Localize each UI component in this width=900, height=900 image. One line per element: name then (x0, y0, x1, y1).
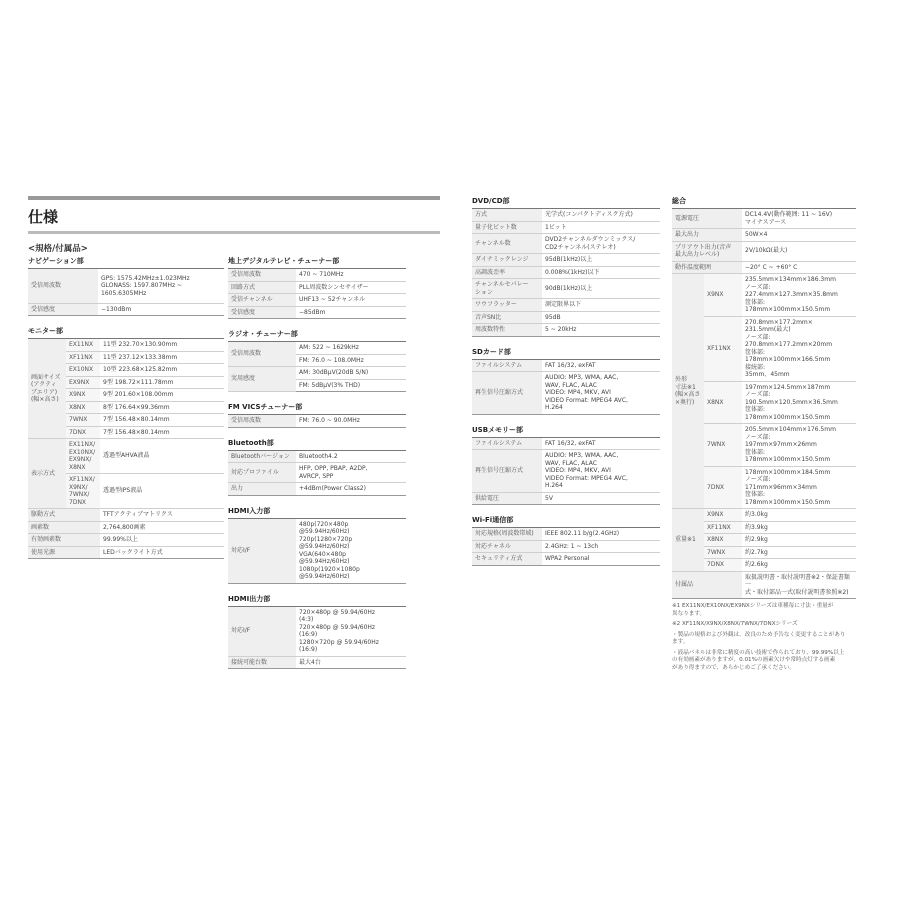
table-row (28, 303, 224, 316)
model-name: 7DNX (704, 559, 742, 572)
row-value: 約3.0kg (742, 509, 856, 522)
section-title: USBメモリー部 (472, 425, 660, 438)
row-value: GPS: 1575.42MHz±1.023MHz GLONASS: 1597.807MHz ~ 1605.6305MHz (98, 269, 224, 303)
row-key: 供給電圧 (472, 492, 542, 505)
row-value: 95dB(1kHz)以上 (542, 254, 660, 267)
table-row (672, 229, 856, 242)
row-value: 720×480p @ 59.94/60Hz (4:3) 720×480p @ 59.94/60Hz (16:9) 1280×720p @ 59.94/60Hz (16:9) (296, 607, 406, 657)
table-row (472, 492, 660, 505)
model-name: X9NX (704, 509, 742, 522)
row-value: +4dBm(Power Class2) (296, 483, 406, 496)
row-key: ファイルシステム (472, 438, 542, 450)
footnote: ・液晶パネルは非常に精度の高い技術で作られており、99.99%以上 の有効画素がありますが、0.01%の画素欠けや常時点灯する画素 があり得ますので、あらかじめご了承ください。 (672, 649, 845, 671)
row-value: FM: 5dBμV(3% THD) (296, 379, 406, 392)
table-row (28, 339, 224, 351)
wifi-table (472, 528, 660, 566)
row-key: 高調波歪率 (472, 266, 542, 279)
table-row (472, 299, 660, 312)
bluetooth-table (228, 451, 406, 496)
table-row (228, 463, 406, 483)
row-value: AUDIO: MP3, WMA, AAC, WAV, FLAC, ALAC VIDEO: MP4, MKV, AVI VIDEO Format: MPEG4 AVC, H.264 (542, 450, 660, 493)
column-3 (472, 196, 660, 576)
section-hdmi-output (228, 594, 406, 670)
row-key: 受信周波数 (228, 415, 296, 427)
section-title: Bluetooth部 (228, 438, 406, 451)
row-value: 178mm×100mm×184.5mm ノーズ部: 171mm×96mm×34mm 筐体部: 178mm×100mm×150.5mm (742, 466, 856, 509)
section-title: 地上デジタルテレビ・チューナー部 (228, 256, 406, 269)
row-key: 受信周波数 (28, 269, 98, 303)
row-key: 音声SN比 (472, 311, 542, 324)
row-value: 205.5mm×104mm×176.5mm ノーズ部: 197mm×97mm×26mm 筐体部: 178mm×100mm×150.5mm (742, 424, 856, 467)
column-4 (672, 196, 856, 675)
table-row (472, 221, 660, 234)
title-rule-top (28, 196, 440, 200)
row-key: 実用感度 (228, 367, 296, 392)
footnote: ・製品の規格および外観は、改良のため予告なく変更することがあり ます。 (672, 631, 846, 646)
model-name: XF11NX/ X9NX/ 7WNX/ 7DNX (66, 474, 100, 509)
row-value: DC14.4V(動作範囲: 11 ~ 16V) マイナスアース (742, 209, 856, 229)
model-name: EX10NX (66, 364, 100, 377)
table-row (472, 528, 660, 540)
row-value: 2.4GHz: 1 ~ 13ch (542, 540, 660, 553)
section-digital-tv (228, 256, 406, 319)
footnote: ※1 EX11NX/EX10NX/EX9NXシリーズは車種毎に寸法・重量が 異なります。 (672, 603, 834, 617)
row-value: FM: 76.0 ~ 90.0MHz (296, 415, 406, 427)
section-title: HDMI出力部 (228, 594, 406, 607)
row-value: 2,764,800画素 (100, 521, 224, 534)
model-name: 7WNX (704, 546, 742, 559)
table-row (28, 509, 224, 522)
row-value: DVD2チャンネルダウンミックス/ CD2チャンネル(ステレオ) (542, 234, 660, 254)
table-row (672, 274, 856, 317)
row-value: 270.8mm×177.2mm× 231.5mm(最大) ノーズ部: 270.8mm×177.2mm×20mm 筐体部: 178mm×100mm×166.5mm 接続部: 35mm、45mm (742, 316, 856, 381)
row-value: 99.99%以上 (100, 534, 224, 547)
row-value: 5 ~ 20kHz (542, 324, 660, 337)
table-row (672, 261, 856, 274)
table-row (472, 540, 660, 553)
usb-table (472, 438, 660, 506)
row-key: プリアウト出力(音声 最大出力レベル) (672, 241, 742, 261)
row-value: PLL周波数シンセサイザー (296, 281, 406, 294)
row-key: 量子化ビット数 (472, 221, 542, 234)
navigation-table (28, 269, 224, 316)
model-name: XF11NX (704, 521, 742, 534)
section-title: モニター部 (28, 326, 224, 339)
row-key: ダイナミックレンジ (472, 254, 542, 267)
column-1 (28, 256, 224, 569)
model-name: X8NX (704, 534, 742, 547)
row-key: 再生信号圧縮方式 (472, 450, 542, 493)
model-name: EX9NX (66, 376, 100, 389)
table-row (472, 279, 660, 299)
model-name: X9NX (66, 389, 100, 402)
row-key: 画素数 (28, 521, 100, 534)
row-key: 受信感度 (228, 306, 296, 319)
table-row (472, 311, 660, 324)
row-value: 約3.9kg (742, 521, 856, 534)
table-row (28, 546, 224, 559)
row-value: 50W×4 (742, 229, 856, 242)
table-row (472, 372, 660, 415)
hdmi-output-table (228, 607, 406, 670)
row-value: AM: 30dBμV(20dB S/N) (296, 367, 406, 380)
row-key: 対応チャネル (472, 540, 542, 553)
row-value: 取扱説明書・取付説明書※2・保証書類一 式・取付部品一式(取付説明書参照※2) (742, 571, 856, 599)
section-title: SDカード部 (472, 347, 660, 360)
radio-table (228, 342, 406, 392)
row-key: 回路方式 (228, 281, 296, 294)
row-value: −85dBm (296, 306, 406, 319)
row-value: Bluetooth4.2 (296, 451, 406, 463)
row-value: 1ビット (542, 221, 660, 234)
table-row (228, 656, 406, 669)
section-title: DVD/CD部 (472, 196, 660, 209)
row-value: 11型 237.12×133.38mm (100, 351, 224, 364)
table-row (228, 607, 406, 657)
row-key: 方式 (472, 209, 542, 221)
row-value: 0.008%(1kHz)以下 (542, 266, 660, 279)
row-key: セキュリティ方式 (472, 553, 542, 566)
row-key: 出力 (228, 483, 296, 496)
model-name: X9NX (704, 274, 742, 317)
row-key: 対応規格(周波数帯域) (472, 528, 542, 540)
row-key: チャンネル数 (472, 234, 542, 254)
row-key: 受信感度 (28, 303, 98, 316)
model-name: 7DNX (704, 466, 742, 509)
sd-card-table (472, 360, 660, 415)
row-key: チャンネルセパレー ション (472, 279, 542, 299)
row-value: FAT 16/32, exFAT (542, 438, 660, 450)
row-value: 470 ~ 710MHz (296, 269, 406, 281)
model-name: EX11NX (66, 339, 100, 351)
table-row (472, 438, 660, 450)
digital-tv-table (228, 269, 406, 319)
row-value: IEEE 802.11 b/g(2.4GHz) (542, 528, 660, 540)
table-row (472, 234, 660, 254)
general-table (672, 209, 856, 599)
title-block (28, 196, 440, 234)
monitor-table (28, 339, 224, 559)
row-value: 7型 156.48×80.14mm (100, 414, 224, 427)
table-row (28, 439, 224, 474)
model-name: 7WNX (66, 414, 100, 427)
row-value: 最大4台 (296, 656, 406, 669)
footnote: ※2 XF11NX/X9NX/X8NX/7WNX/7DNXシリーズ (672, 621, 798, 628)
row-key: 表示方式 (28, 439, 66, 509)
row-value: 9型 201.60×108.00mm (100, 389, 224, 402)
section-title: HDMI入力部 (228, 506, 406, 519)
model-name: XF11NX (66, 351, 100, 364)
row-value: AM: 522 ~ 1629kHz (296, 342, 406, 354)
vics-table (228, 415, 406, 428)
table-row (228, 483, 406, 496)
model-name: 7DNX (66, 426, 100, 439)
row-key: 受信周波数 (228, 269, 296, 281)
model-name: EX11NX/ EX10NX/ EX9NX/ X8NX (66, 439, 100, 474)
row-value: 5V (542, 492, 660, 505)
table-row (28, 534, 224, 547)
section-title: ラジオ・チューナー部 (228, 329, 406, 342)
section-usb (472, 425, 660, 506)
row-key: 電源電圧 (672, 209, 742, 229)
row-key: 対応プロファイル (228, 463, 296, 483)
table-row (672, 571, 856, 599)
row-key: 最大出力 (672, 229, 742, 242)
dvd-cd-table (472, 209, 660, 337)
row-value: 480p(720×480p @59.94Hz/60Hz) 720p(1280×720p @59.94Hz/60Hz) VGA(640×480p @59.94Hz/60Hz) 1080p(1920×1080p @59.94Hz/60Hz) (296, 519, 406, 584)
section-bluetooth (228, 438, 406, 496)
model-name: X8NX (66, 401, 100, 414)
section-vics (228, 402, 406, 428)
table-row (472, 450, 660, 493)
row-value: 235.5mm×134mm×186.3mm ノーズ部: 227.4mm×127.3mm×35.8mm 筐体部: 178mm×100mm×150.5mm (742, 274, 856, 317)
column-2 (228, 256, 406, 679)
row-key: 受信周波数 (228, 342, 296, 367)
table-row (672, 209, 856, 229)
row-value: 約2.7kg (742, 546, 856, 559)
model-name: X8NX (704, 381, 742, 424)
row-key: 接続可能台数 (228, 656, 296, 669)
hdmi-input-table (228, 519, 406, 584)
row-key: 有効画素数 (28, 534, 100, 547)
row-value: 約2.6kg (742, 559, 856, 572)
row-key: Bluetoothバージョン (228, 451, 296, 463)
section-title: 総合 (672, 196, 856, 209)
row-value: 11型 232.70×130.90mm (100, 339, 224, 351)
table-row (228, 415, 406, 427)
section-dvd-cd (472, 196, 660, 337)
section-navigation (28, 256, 224, 316)
row-key: 周波数特性 (472, 324, 542, 337)
section-sd-card (472, 347, 660, 415)
row-value: HFP, OPP, PBAP, A2DP, AVRCP, SPP (296, 463, 406, 483)
table-row (472, 266, 660, 279)
row-value: 90dB(1kHz)以上 (542, 279, 660, 299)
row-value: 2V/10kΩ(最大) (742, 241, 856, 261)
page-title: 仕様 (28, 208, 59, 226)
table-row (228, 269, 406, 281)
row-value: 10型 223.68×125.82mm (100, 364, 224, 377)
table-row (672, 509, 856, 522)
row-key: 対応I/F (228, 519, 296, 584)
row-key: 重量※1 (672, 509, 704, 572)
section-radio (228, 329, 406, 392)
row-value: 8型 176.64×99.36mm (100, 401, 224, 414)
row-value: 透過型IPS液晶 (100, 474, 224, 509)
table-row (672, 241, 856, 261)
table-row (228, 342, 406, 354)
row-value: −20° C ~ +60° C (742, 261, 856, 274)
table-row (472, 324, 660, 337)
row-value: UHF13 ~ 52チャンネル (296, 294, 406, 307)
section-monitor (28, 326, 224, 559)
table-row (228, 451, 406, 463)
table-row (228, 367, 406, 380)
table-row (228, 306, 406, 319)
table-row (472, 209, 660, 221)
row-value: 197mm×124.5mm×187mm ノーズ部: 190.5mm×120.5mm×36.5mm 筐体部: 178mm×100mm×150.5mm (742, 381, 856, 424)
table-row (28, 269, 224, 303)
row-value: 9型 198.72×111.78mm (100, 376, 224, 389)
row-value: FAT 16/32, exFAT (542, 360, 660, 372)
subheading: <規格/付属品> (28, 244, 88, 254)
row-value: AUDIO: MP3, WMA, AAC, WAV, FLAC, ALAC VIDEO: MP4, MKV, AVI VIDEO Format: MPEG4 AVC, H.264 (542, 372, 660, 415)
row-key: ワウフラッター (472, 299, 542, 312)
model-name: XF11NX (704, 316, 742, 381)
row-key: 駆動方式 (28, 509, 100, 522)
row-key: ファイルシステム (472, 360, 542, 372)
row-value: 約2.9kg (742, 534, 856, 547)
table-row (472, 553, 660, 566)
row-key: 受信チャンネル (228, 294, 296, 307)
row-value: TFTアクティブマトリクス (100, 509, 224, 522)
section-wifi (472, 515, 660, 566)
table-row (228, 294, 406, 307)
row-value: 95dB (542, 311, 660, 324)
model-name: 7WNX (704, 424, 742, 467)
table-row (228, 519, 406, 584)
row-value: WPA2 Personal (542, 553, 660, 566)
row-key: 外形 寸法※1 (幅×高さ ×奥行) (672, 274, 704, 509)
table-row (472, 360, 660, 372)
section-title: ナビゲーション部 (28, 256, 224, 269)
row-key: 動作温度範囲 (672, 261, 742, 274)
row-key: 再生信号圧縮方式 (472, 372, 542, 415)
row-value: 測定限界以下 (542, 299, 660, 312)
footnotes (672, 603, 856, 672)
section-title: FM VICSチューナー部 (228, 402, 406, 415)
row-key: 付属品 (672, 571, 742, 599)
row-key: 画面サイズ (アクティ ブエリア) (幅×高さ) (28, 339, 66, 439)
section-hdmi-input (228, 506, 406, 584)
table-row (472, 254, 660, 267)
row-value: 透過型AHVA液晶 (100, 439, 224, 474)
table-row (28, 521, 224, 534)
row-value: 7型 156.48×80.14mm (100, 426, 224, 439)
row-value: −130dBm (98, 303, 224, 316)
row-value: FM: 76.0 ~ 108.0MHz (296, 354, 406, 367)
table-row (228, 281, 406, 294)
row-key: 使用光源 (28, 546, 100, 559)
section-title: Wi-Fi通信部 (472, 515, 660, 528)
row-value: 光学式(コンパクトディスク方式) (542, 209, 660, 221)
row-key: 対応I/F (228, 607, 296, 657)
title-rule-bottom (28, 231, 440, 234)
row-value: LEDバックライト方式 (100, 546, 224, 559)
